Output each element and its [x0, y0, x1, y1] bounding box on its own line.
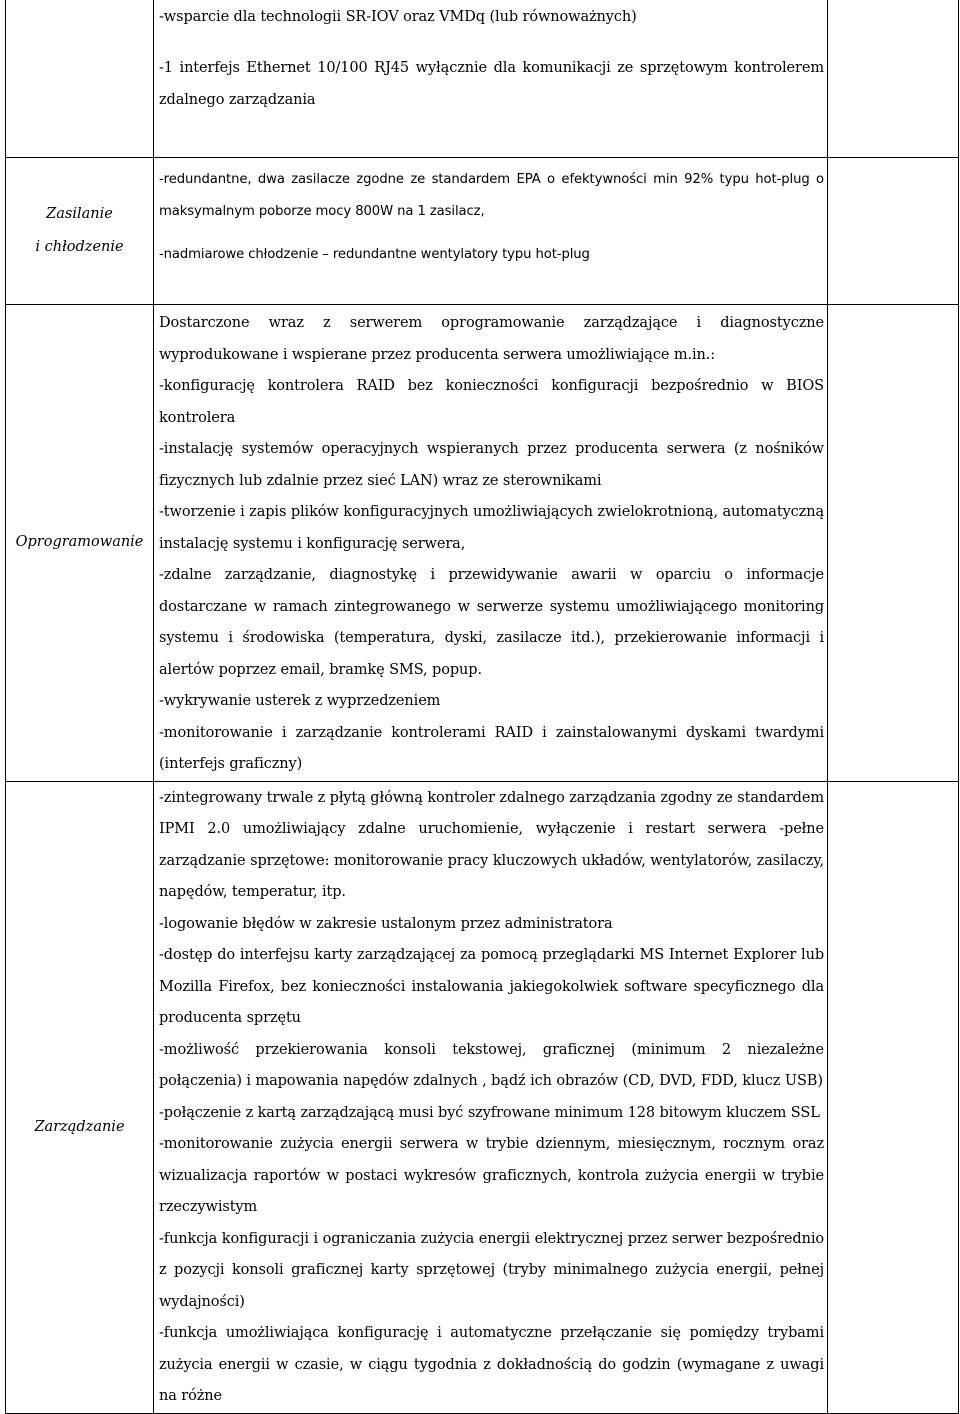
spec-spacer — [159, 31, 824, 53]
spec-line: -wsparcie dla technologii SR-IOV oraz VMDq (lub równoważnych) — [159, 9, 637, 25]
spec-line: -nadmiarowe chłodzenie – redundantne wentylatory typu hot-plug — [159, 247, 590, 262]
row-compliance-cell — [828, 305, 959, 782]
spec-line: -redundantne, dwa zasilacze zgodne ze standardem EPA o efektywności min 92% typu hot-plug o maksymalnym poborze mocy 800W na 1 zasilacz, — [159, 172, 824, 219]
spec-line: -tworzenie i zapis plików konfiguracyjnych umożliwiających zwielokrotnioną, automatyczną instalację systemu i konfigurację serwera, — [159, 504, 824, 552]
row-content-software — [154, 305, 828, 782]
row-label-empty — [6, 0, 154, 158]
row-compliance-cell — [828, 781, 959, 1413]
label-line: i chłodzenie — [35, 239, 124, 255]
table-row-management — [6, 781, 959, 1413]
table-row-software — [6, 305, 959, 782]
specification-table — [5, 0, 959, 1414]
row-content-management — [154, 781, 828, 1413]
spec-line: -monitorowanie i zarządzanie kontrolerami RAID i zainstalowanymi dyskami twardymi (interfejs graficzny) — [159, 724, 824, 772]
row-label-software — [6, 305, 154, 782]
row-compliance-cell — [828, 0, 959, 158]
spec-line: -możliwość przekierowania konsoli tekstowej, graficznej (minimum 2 niezależne połączenia) i mapowania napędów zdalnych , bądź ich obrazów (CD, DVD, FDD, klucz USB) — [159, 1041, 824, 1089]
spec-line: -zintegrowany trwale z płytą główną kontroler zdalnego zarządzania zgodny ze standardem IPMI 2.0 umożliwiający zdalne uruchomienie, wyłączenie i restart serwera -pełne zarządzanie sprzętowe: monitorowanie pracy kluczowych układów, wentylatorów, zasilaczy, napędów, temperatur, itp. — [159, 789, 824, 900]
spec-line: -połączenie z kartą zarządzającą musi być szyfrowane minimum 128 bitowym kluczem SSL — [159, 1104, 820, 1121]
row-label-power-cooling — [6, 158, 154, 305]
label-line: Zasilanie — [46, 206, 113, 222]
label-line: Zarządzanie — [34, 1118, 125, 1135]
table-row-network — [6, 0, 959, 158]
row-compliance-cell — [828, 158, 959, 305]
spec-line: -funkcja umożliwiająca konfigurację i automatyczne przełączanie się pomiędzy trybami zużycia energii w czasie, w ciągu tygodnia z dokładnością do godzin (wymagane z uwagi na różne — [159, 1325, 824, 1404]
row-label-management — [6, 781, 154, 1413]
table-row-power-cooling — [6, 158, 959, 305]
spec-line: -zdalne zarządzanie, diagnostykę i przewidywanie awarii w oparciu o informacje dostarczane w ramach zintegrowanego w serwerze systemu umożliwiającego monitoring systemu i środowiska (temperatura, dyski, zasilacze itd.), przekierowanie informacji i alertów poprzez email, bramkę SMS, popup. — [159, 567, 824, 678]
spec-line: Dostarczone wraz z serwerem oprogramowanie zarządzające i diagnostyczne wyprodukowane i wspierane przez producenta serwera umożliwiające m.in.: — [159, 315, 824, 363]
label-line: Oprogramowanie — [15, 534, 144, 551]
spec-line: -dostęp do interfejsu karty zarządzającej za pomocą przeglądarki MS Internet Explorer lub Mozilla Firefox, bez konieczności instalowania jakiegokolwiek software specyficznego dla producenta sprzętu — [159, 947, 824, 1026]
spec-line: -instalację systemów operacyjnych wspieranych przez producenta serwera (z nośników fizycznych lub zdalnie przez sieć LAN) wraz ze sterownikami — [159, 441, 824, 489]
row-content-power-cooling — [154, 158, 828, 305]
spec-line: -monitorowanie zużycia energii serwera w trybie dziennym, miesięcznym, rocznym oraz wizualizacja raportów w postaci wykresów graficznych, kontrola zużycia energii w trybie rzeczywistym — [159, 1136, 824, 1215]
spec-line: -1 interfejs Ethernet 10/100 RJ45 wyłącznie dla komunikacji ze sprzętowym kontrolerem zdalnego zarządzania — [159, 60, 824, 108]
spec-line: -konfigurację kontrolera RAID bez konieczności konfiguracji bezpośrednio w BIOS kontrolera — [159, 378, 824, 426]
spec-line: -wykrywanie usterek z wyprzedzeniem — [159, 693, 441, 709]
spec-line: -funkcja konfiguracji i ograniczania zużycia energii elektrycznej przez serwer bezpośrednio z pozycji konsoli graficznej karty sprzętowej (tryby minimalnego zużycia energii, pełnej wydajności) — [159, 1230, 824, 1310]
row-content-network — [154, 0, 828, 158]
spec-line: -logowanie błędów w zakresie ustalonym przez administratora — [159, 915, 613, 932]
